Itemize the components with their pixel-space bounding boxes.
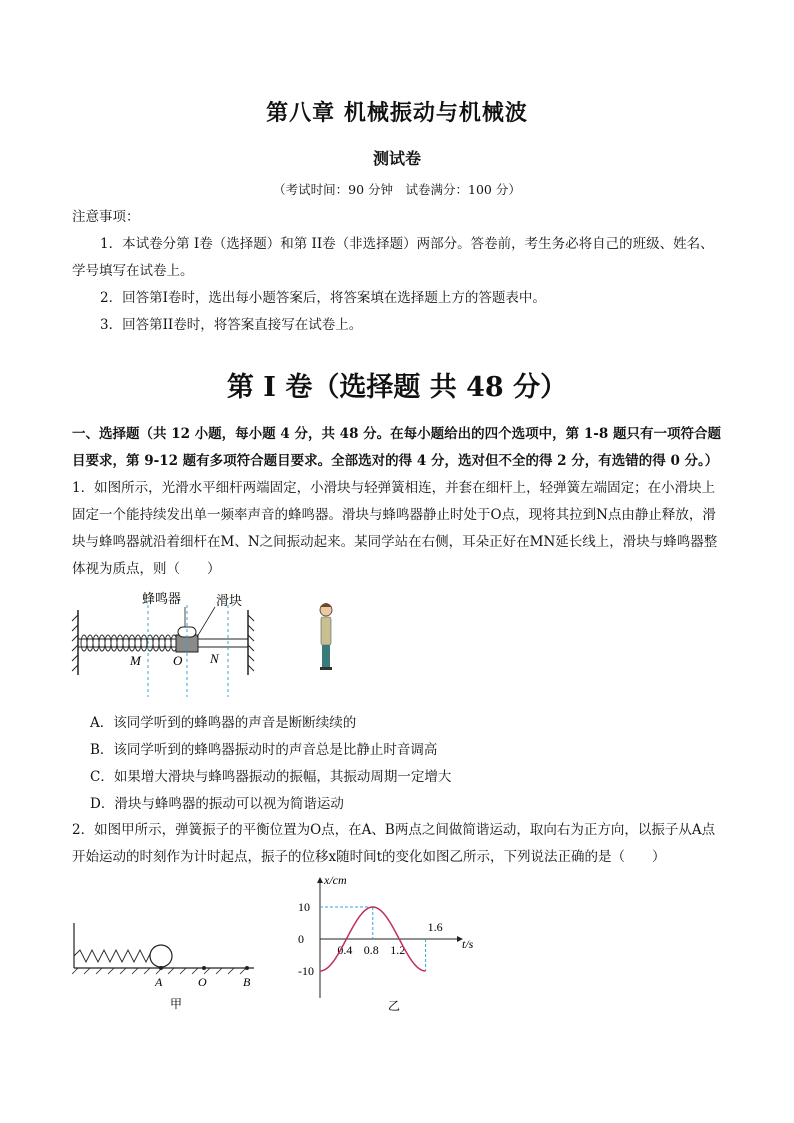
x-tick-label: 0.8 xyxy=(363,943,379,957)
note-item-2: 2．回答第I卷时，选出每小题答案后，将答案填在选择题上方的答题表中。 xyxy=(100,290,546,306)
label-o: O xyxy=(173,653,183,668)
x-axis-label: t/s xyxy=(462,937,474,951)
x-tick-label: 0.4 xyxy=(337,943,353,957)
note-item-3: 3．回答第II卷时，将答案直接写在试卷上。 xyxy=(100,317,363,333)
q1-option-d: D．滑块与蜂鸣器的振动可以视为简谐运动 xyxy=(90,796,344,812)
student-figure xyxy=(320,603,332,670)
label-o2: O xyxy=(198,975,207,989)
q1-option-b: B．该同学听到的蜂鸣器振动时的声音总是比静止时音调高 xyxy=(90,742,438,758)
x-tick-label: 1.2 xyxy=(390,943,406,957)
section-title: 第 I 卷（选择题 共 48 分） xyxy=(226,372,568,403)
exam-info: （考试时间：90 分钟 试卷满分：100 分） xyxy=(273,182,521,197)
label-n: N xyxy=(210,651,219,666)
y-tick-label: 0 xyxy=(298,932,304,946)
part-heading: 一、选择题（共 12 小题，每小题 4 分，共 48 分。在每小题给出的四个选项中，第 1-8 题只有一项符合题目要求，第 9-12 题有多项符合题目要求。全部选对的得 4 分，选对但不全的得 2 分，有选错的得 0 分。） xyxy=(72,426,721,469)
caption-a: 甲 xyxy=(170,997,183,1011)
q2-figure-a xyxy=(68,918,268,1013)
label-b: B xyxy=(243,975,251,989)
label-a: A xyxy=(155,975,163,989)
q2-figure-b-chart xyxy=(290,872,490,1014)
y-axis-label: x/cm xyxy=(324,873,347,887)
note-item-1: 1．本试卷分第 I卷（选择题）和第 II卷（非选择题）两部分。答卷前，考生务必将自己的班级、姓名、学号填写在试卷上。 xyxy=(72,236,714,279)
q1-option-a: A．该同学听到的蜂鸣器的声音是断断续续的 xyxy=(90,715,357,731)
q1-stem: 1．如图所示，光滑水平细杆两端固定，小滑块与轻弹簧相连，并套在细杆上，轻弹簧左端固定；在小滑块上固定一个能持续发出单一频率声音的蜂鸣器。滑块与蜂鸣器静止时处于O点，现将其拉到N点由静止释放，滑块与蜂鸣器就沿着细杆在M、N之间振动起来。某同学站在右侧，耳朵正好在MN延长线上，滑块与蜂鸣器整体视为质点，则（ ） xyxy=(72,480,718,577)
label-m: M xyxy=(130,653,141,668)
label-slider: 滑块 xyxy=(216,593,243,608)
notes-heading: 注意事项： xyxy=(72,209,140,225)
label-buzzer: 蜂鸣器 xyxy=(142,591,182,606)
y-tick-label: 10 xyxy=(298,900,310,914)
caption-b: 乙 xyxy=(388,999,401,1013)
x-tick-label: 1.6 xyxy=(427,920,443,934)
page-title: 第八章 机械振动与机械波 xyxy=(266,100,528,126)
q1-figure xyxy=(70,585,350,700)
q2-stem: 2．如图甲所示，弹簧振子的平衡位置为O点，在A、B两点之间做简谐运动，取向右为正方向，以振子从A点开始运动的时刻作为计时起点，振子的位移x随时间t的变化如图乙所示，下列说法正确的是（ ） xyxy=(72,822,716,865)
page-subtitle: 测试卷 xyxy=(372,149,421,168)
q1-option-c: C．如果增大滑块与蜂鸣器振动的振幅，其振动周期一定增大 xyxy=(90,769,452,785)
y-tick-label: -10 xyxy=(298,964,314,978)
